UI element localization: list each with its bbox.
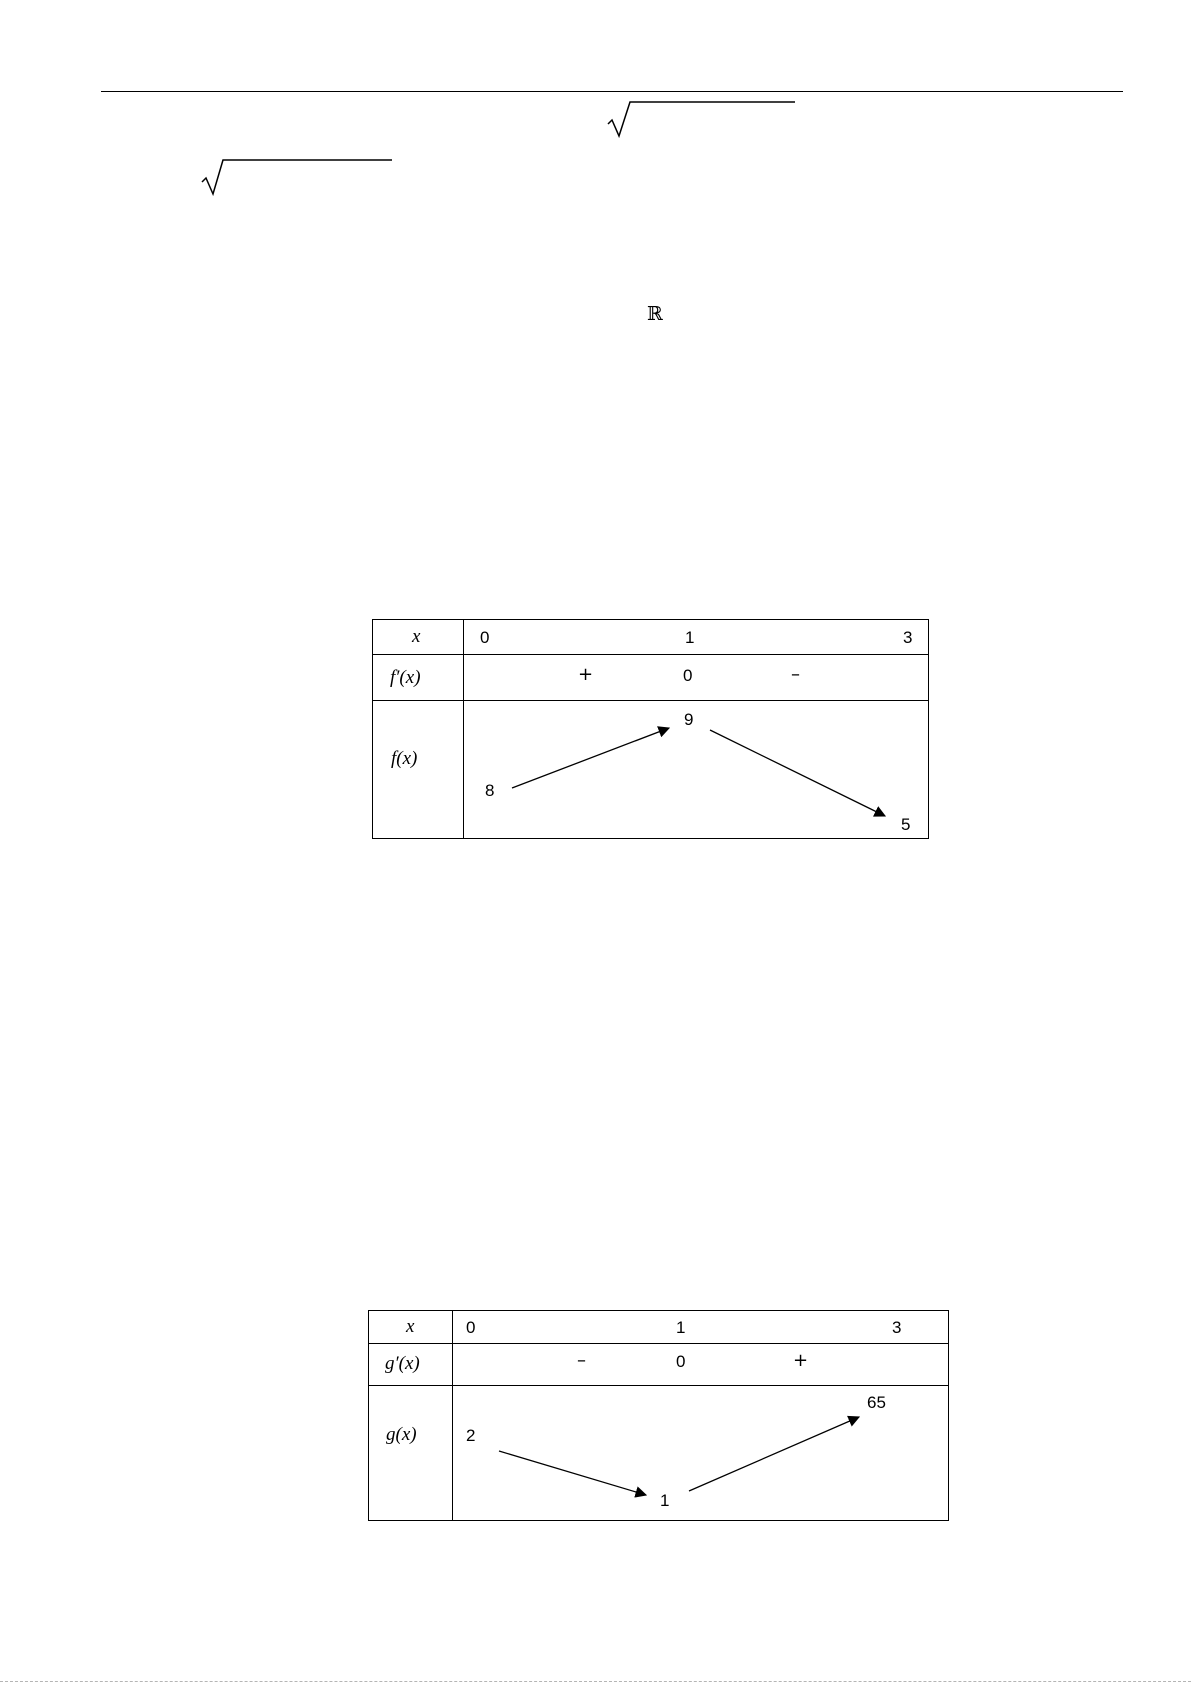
function-max-value: 9 bbox=[684, 710, 694, 729]
row-label-function: f(x) bbox=[391, 748, 418, 769]
row-label-x: x bbox=[412, 626, 421, 647]
radical-sign-1 bbox=[606, 98, 796, 138]
derivative-zero: 0 bbox=[676, 1352, 686, 1371]
x-value: 1 bbox=[676, 1318, 686, 1337]
decreasing-arrow bbox=[499, 1451, 646, 1495]
row-label-function: g(x) bbox=[386, 1424, 417, 1445]
increasing-arrow bbox=[512, 728, 669, 788]
derivative-sign: – bbox=[791, 664, 800, 685]
x-value: 0 bbox=[480, 628, 490, 647]
row-label-derivative: f′(x) bbox=[390, 667, 421, 688]
variation-arrows bbox=[369, 1311, 950, 1522]
header-rule bbox=[101, 91, 1123, 92]
function-min-value: 1 bbox=[660, 1491, 670, 1510]
variation-table-f bbox=[372, 619, 929, 839]
derivative-zero: 0 bbox=[683, 666, 693, 685]
page-bottom-edge bbox=[0, 1681, 1191, 1682]
row-label-x: x bbox=[406, 1316, 415, 1337]
derivative-sign: + bbox=[793, 1350, 809, 1371]
derivative-sign: + bbox=[578, 664, 594, 685]
function-end-value: 5 bbox=[901, 815, 911, 834]
x-value: 3 bbox=[903, 628, 913, 647]
function-start-value: 2 bbox=[466, 1426, 476, 1445]
x-value: 0 bbox=[466, 1318, 476, 1337]
variation-arrows bbox=[373, 620, 930, 840]
function-start-value: 8 bbox=[485, 781, 495, 800]
increasing-arrow bbox=[689, 1417, 859, 1491]
decreasing-arrow bbox=[710, 730, 885, 816]
variation-table-g bbox=[368, 1310, 949, 1521]
row-label-derivative: g′(x) bbox=[385, 1353, 420, 1374]
derivative-sign: – bbox=[577, 1350, 586, 1371]
real-numbers-symbol: ℝ bbox=[647, 303, 663, 325]
x-value: 1 bbox=[685, 628, 695, 647]
x-value: 3 bbox=[892, 1318, 902, 1337]
radical-sign-2 bbox=[200, 156, 395, 196]
function-end-value: 65 bbox=[867, 1393, 886, 1412]
